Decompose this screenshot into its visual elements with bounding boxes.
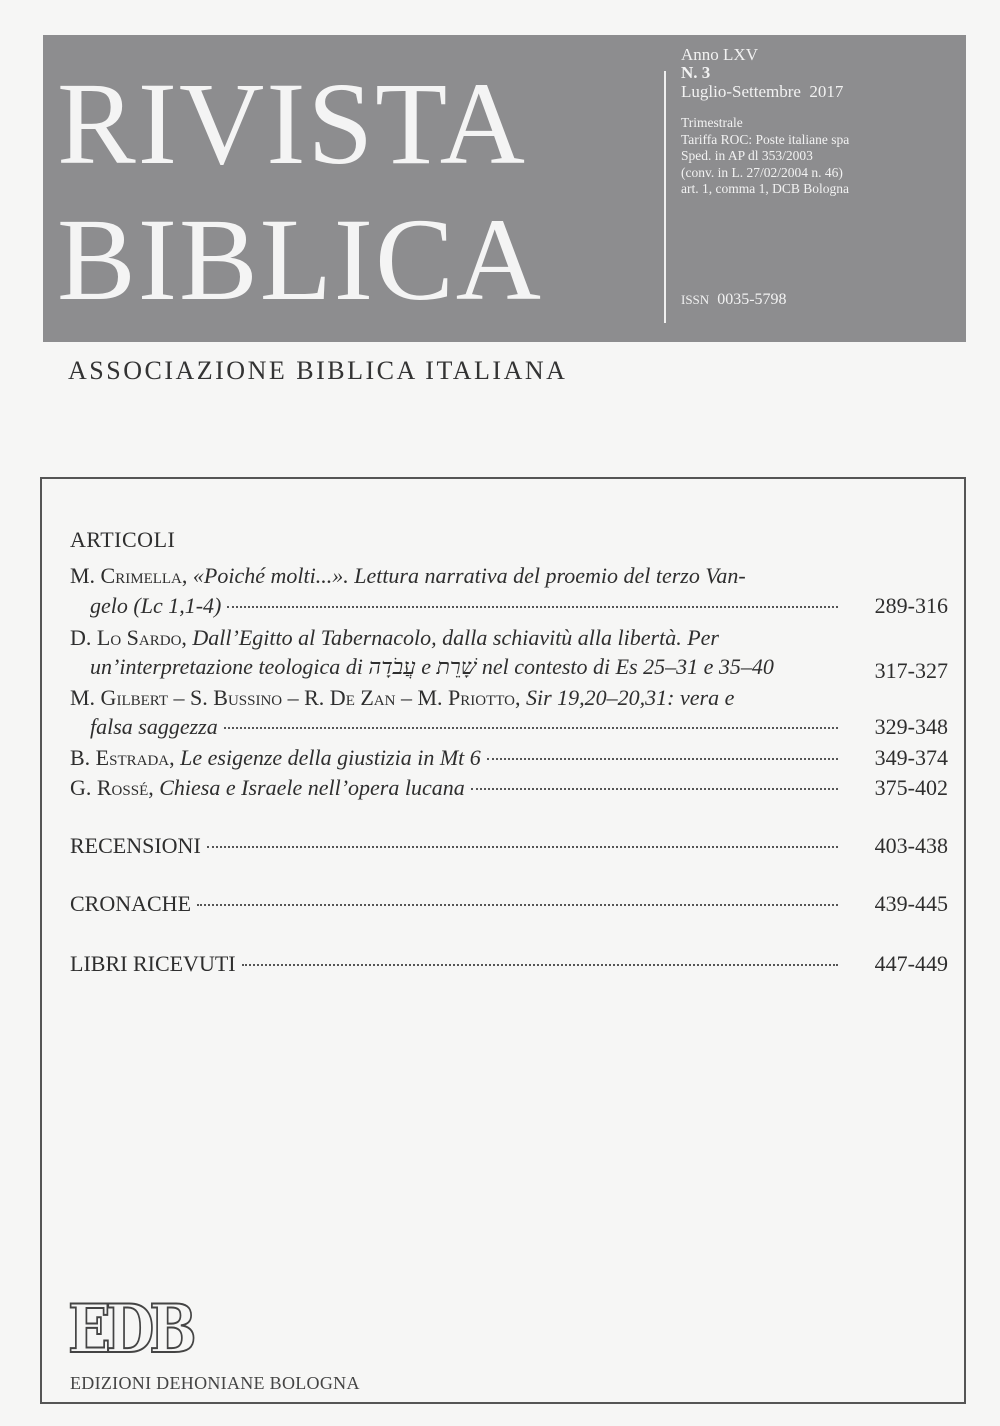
article-entry: D. Lo Sardo, Dall’Egitto al Tabernacolo, dalla schiavitù alla libertà. Per <box>70 625 719 650</box>
issn-label: ISSN <box>681 292 710 307</box>
postal-line: Sped. in AP dl 353/2003 <box>681 148 813 163</box>
articles-heading: ARTICOLI <box>70 527 176 552</box>
page-range: 349-374 <box>874 745 948 770</box>
leader-dots <box>224 727 838 729</box>
association-name: ASSOCIAZIONE BIBLICA ITALIANA <box>68 356 568 385</box>
article-entry: M. Crimella, «Poiché molti...». Lettura narrativa del proemio del terzo Van- <box>70 563 746 588</box>
section-recensioni <box>70 833 948 859</box>
publisher-name: EDIZIONI DEHONIANE BOLOGNA <box>70 1373 360 1393</box>
article-title-cont: falsa saggezza <box>90 714 218 739</box>
page-range: 289-316 <box>874 593 948 618</box>
page-range: 375-402 <box>874 775 948 800</box>
article-entry: G. Rossé, Chiesa e Israele nell’opera lucana 375-402 <box>70 775 948 800</box>
masthead-band <box>43 35 966 342</box>
leader-dots <box>197 904 838 906</box>
issn <box>681 291 787 309</box>
leader-dots <box>242 964 838 966</box>
article-entry: M. Gilbert – S. Bussino – R. De Zan – M. Priotto, Sir 19,20–20,31: vera e <box>70 685 735 710</box>
volume: Anno LXV <box>681 45 758 64</box>
article-title: Sir 19,20–20,31: vera e <box>525 685 735 710</box>
article-title: Dall’Egitto al Tabernacolo, dalla schiavitù alla libertà. Per <box>192 625 719 650</box>
issue-period: Luglio-Settembre 2017 <box>681 82 844 101</box>
article-entry-cont <box>90 714 948 740</box>
article-entry-cont <box>90 593 948 619</box>
divider <box>664 71 666 323</box>
article-title: Le esigenze della giustizia in Mt 6 <box>180 745 481 770</box>
author: D. Lo Sardo <box>70 625 182 650</box>
postal-line: (conv. in L. 27/02/2004 n. 46) <box>681 164 843 180</box>
page-range: 447-449 <box>874 951 948 976</box>
leader-dots <box>227 606 838 608</box>
postal-line: Tariffa ROC: Poste italiane spa <box>681 131 850 147</box>
page-range: 403-438 <box>874 833 948 858</box>
section-cronache <box>70 891 948 917</box>
article-title: «Poiché molti...». Lettura narrativa del proemio del terzo Van- <box>192 563 746 588</box>
article-title-cont: gelo (Lc 1,1-4) <box>90 593 222 618</box>
issue-number: N. 3 <box>681 63 711 82</box>
article-entry: B. Estrada, Le esigenze della giustizia in Mt 6 349-374 <box>70 745 948 770</box>
edb-logo: EDB <box>68 1290 192 1368</box>
leader-dots <box>487 758 838 760</box>
article-entry-cont <box>90 654 948 683</box>
postal-line: art. 1, comma 1, DCB Bologna <box>681 181 849 196</box>
author: M. Crimella <box>70 563 182 588</box>
author: G. Rossé <box>70 775 149 800</box>
section-label: LIBRI RICEVUTI <box>70 951 236 976</box>
issn-value: 0035-5798 <box>717 291 787 308</box>
page-range: 317-327 <box>874 658 948 683</box>
section-label: RECENSIONI <box>70 833 201 858</box>
section-label: CRONACHE <box>70 891 192 916</box>
article-title-cont: un’interpretazione teologica di עֲבֹדָה e שָׁרֵת nel contesto di Es 25–31 e 35–40 <box>90 654 774 679</box>
section-libri-ricevuti <box>70 951 948 977</box>
journal-title-line1: RIVISTA <box>57 58 527 189</box>
author: M. Gilbert – S. Bussino – R. De Zan – M. Priotto <box>70 685 515 710</box>
postal-line: Trimestrale <box>681 115 743 130</box>
article-title: Chiesa e Israele nell’opera lucana <box>159 775 465 800</box>
author: B. Estrada <box>70 745 170 770</box>
page-range: 439-445 <box>874 891 948 916</box>
postal-info <box>681 115 849 198</box>
leader-dots <box>471 788 838 790</box>
leader-dots <box>207 846 838 848</box>
journal-title-line2: BIBLICA <box>57 194 543 325</box>
page-range: 329-348 <box>874 714 948 739</box>
